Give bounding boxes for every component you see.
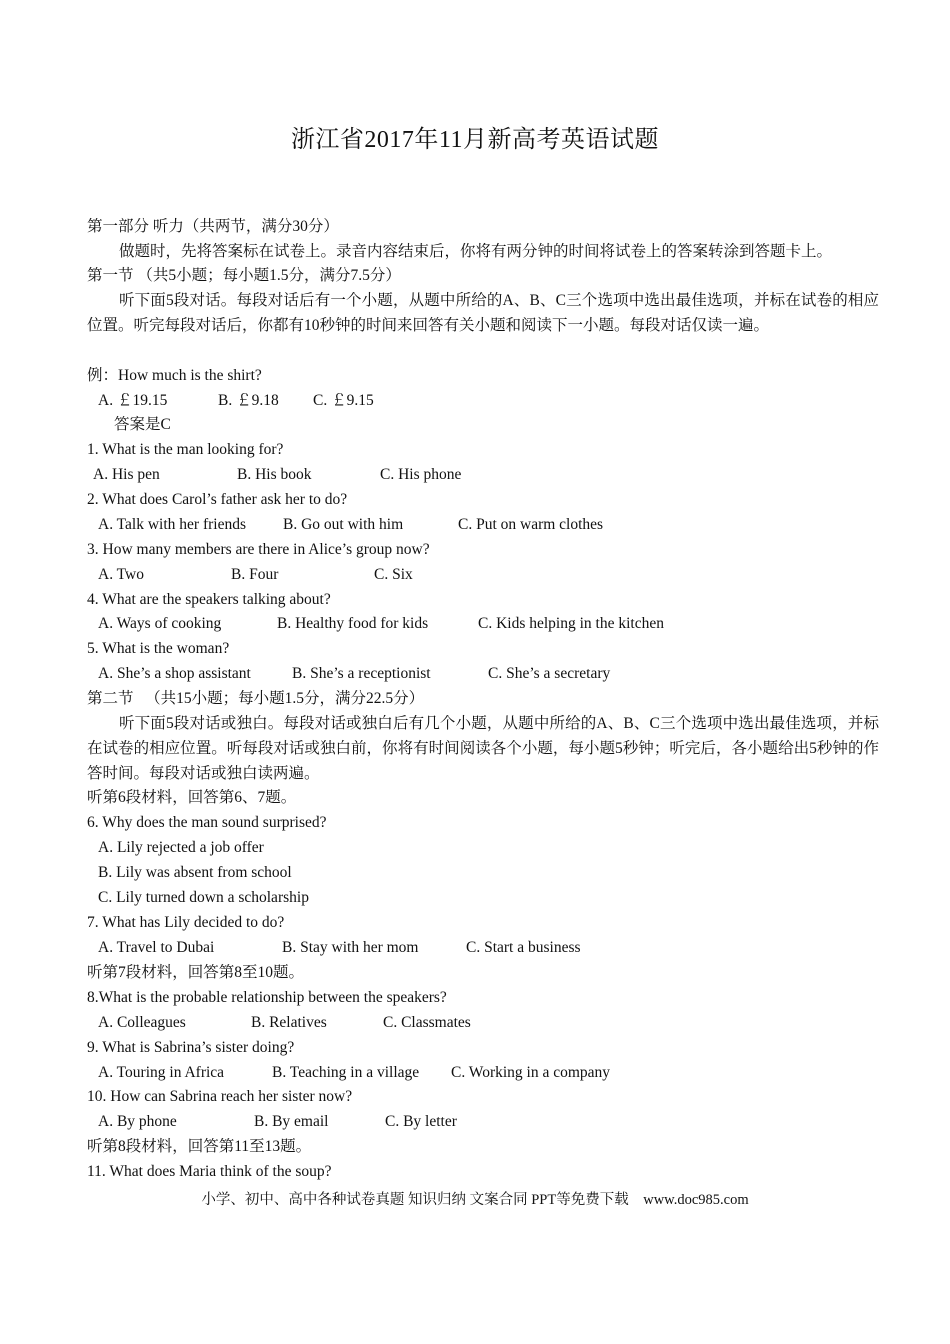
page-title: 浙江省2017年11月新高考英语试题 [290, 127, 660, 153]
q8-option-b: B. Relatives [251, 1014, 327, 1031]
question-8: 8.What is the probable relationship between the speakers? [87, 989, 447, 1006]
q10-option-a: A. By phone [98, 1113, 177, 1130]
q2-option-b: B. Go out with him [283, 516, 404, 533]
question-5: 5. What is the woman? [87, 640, 230, 657]
q9-option-a: A. Touring in Africa [98, 1064, 225, 1081]
q1-option-a: A. His pen [93, 466, 160, 483]
part1-heading: 第一部分 听力（共两节，满分30分） [87, 218, 339, 235]
material-6-heading: 听第6段材料，回答第6、7题。 [87, 789, 297, 806]
q9-option-b: B. Teaching in a village [272, 1064, 420, 1081]
q2-option-c: C. Put on warm clothes [458, 516, 604, 533]
q9-option-c: C. Working in a company [451, 1064, 611, 1081]
section1-instruction: 听下面5段对话。每段对话后有一个小题，从题中所给的A、B、C三个选项中选出最佳选项，并标在试卷的相应位置。听完每段对话后，你都有10秒钟的时间来回答有关小题和阅读下一小题。每段对话仅读一遍。 [87, 292, 879, 334]
material-7-heading: 听第7段材料，回答第8至10题。 [87, 964, 305, 981]
q7-option-a: A. Travel to Dubai [98, 939, 215, 956]
q3-option-c: C. Six [374, 566, 413, 583]
question-4: 4. What are the speakers talking about? [87, 591, 331, 608]
q7-option-b: B. Stay with her mom [282, 939, 419, 956]
q5-option-a: A. She’s a shop assistant [98, 665, 251, 682]
part1-instruction: 做题时，先将答案标在试卷上。录音内容结束后，你将有两分钟的时间将试卷上的答案转涂到答题卡上。 [119, 243, 833, 260]
question-11: 11. What does Maria think of the soup? [87, 1163, 332, 1180]
q10-option-c: C. By letter [385, 1113, 457, 1130]
q2-option-a: A. Talk with her friends [98, 516, 246, 533]
q4-option-b: B. Healthy food for kids [277, 615, 429, 632]
example-question: 例：How much is the shirt? [87, 367, 262, 384]
q5-option-c: C. She’s a secretary [488, 665, 611, 682]
q3-option-a: A. Two [98, 566, 144, 583]
example-answer: 答案是C [114, 416, 171, 433]
q6-option-c: C. Lily turned down a scholarship [98, 889, 309, 906]
q6-option-a: A. Lily rejected a job offer [98, 839, 264, 856]
q4-option-a: A. Ways of cooking [98, 615, 222, 632]
example-option-a: A. ￡19.15 [98, 392, 168, 409]
q8-option-a: A. Colleagues [98, 1014, 186, 1031]
q3-option-b: B. Four [231, 566, 279, 583]
example-option-c: C. ￡9.15 [313, 392, 374, 409]
q10-option-b: B. By email [254, 1113, 329, 1130]
question-7: 7. What has Lily decided to do? [87, 914, 285, 931]
q1-option-b: B. His book [237, 466, 312, 483]
q8-option-c: C. Classmates [383, 1014, 471, 1031]
q1-option-c: C. His phone [380, 466, 462, 483]
q7-option-c: C. Start a business [466, 939, 581, 956]
material-8-heading: 听第8段材料，回答第11至13题。 [87, 1138, 312, 1155]
section2-heading: 第二节 （共15小题；每小题1.5分，满分22.5分） [87, 690, 425, 707]
q4-option-c: C. Kids helping in the kitchen [478, 615, 664, 632]
q5-option-b: B. She’s a receptionist [292, 665, 431, 682]
q6-option-b: B. Lily was absent from school [98, 864, 292, 881]
question-9: 9. What is Sabrina’s sister doing? [87, 1039, 295, 1056]
example-option-b: B. ￡9.18 [218, 392, 279, 409]
section2-instruction: 听下面5段对话或独白。每段对话或独白后有几个小题，从题中所给的A、B、C三个选项中选出最佳选项，并标在试卷的相应位置。听每段对话或独白前，你将有时间阅读各个小题，每小题5秒钟；听完后，各小题给出5秒钟的作答时间。每段对话或独白读两遍。 [87, 715, 879, 782]
question-2: 2. What does Carol’s father ask her to do? [87, 491, 348, 508]
page-footer: 小学、初中、高中各种试卷真题 知识归纳 文案合同 PPT等免费下载 www.doc985.com [201, 1192, 749, 1208]
section1-heading: 第一节 （共5小题；每小题1.5分，满分7.5分） [87, 267, 401, 284]
question-10: 10. How can Sabrina reach her sister now? [87, 1088, 353, 1105]
question-3: 3. How many members are there in Alice’s group now? [87, 541, 430, 558]
question-6: 6. Why does the man sound surprised? [87, 814, 327, 831]
question-1: 1. What is the man looking for? [87, 441, 284, 458]
